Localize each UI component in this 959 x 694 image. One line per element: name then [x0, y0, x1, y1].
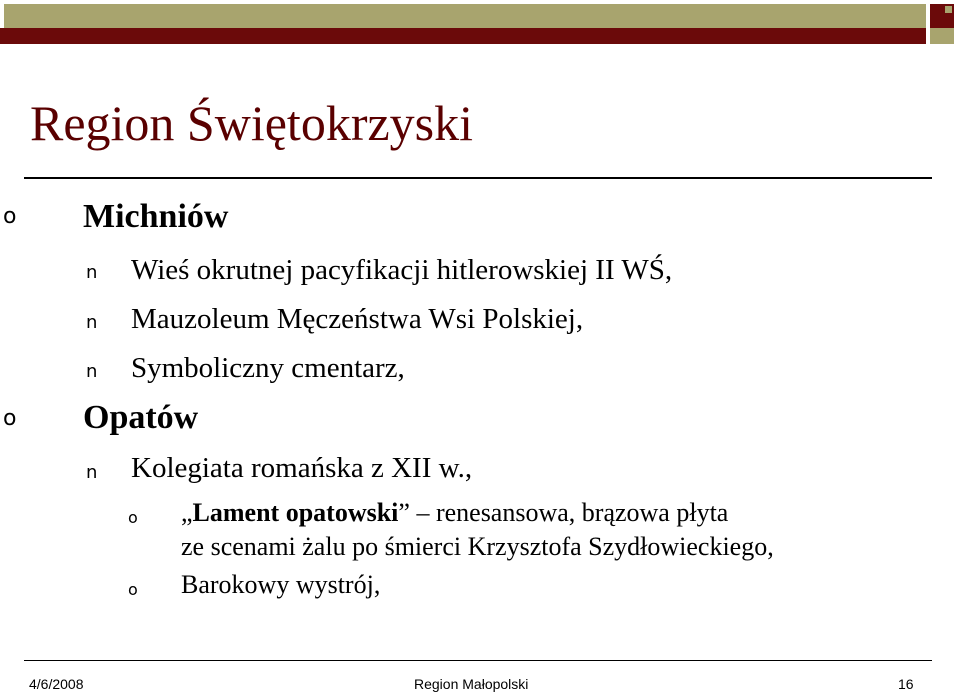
footer-page-number: 16 — [898, 676, 914, 692]
list-item: Kolegiata romańska z XII w., — [131, 452, 473, 484]
slide-title: Region Świętokrzyski — [30, 95, 474, 151]
bullet-marker: n — [86, 361, 98, 382]
bullet-marker: o — [128, 580, 138, 599]
footer-divider — [24, 660, 932, 661]
lament-emphasis: Lament opatowski — [192, 498, 399, 527]
list-item: Symboliczny cmentarz, — [131, 352, 405, 384]
bullet-marker: o — [3, 406, 17, 431]
list-item: Mauzoleum Męczeństwa Wsi Polskiej, — [131, 303, 584, 335]
title-divider — [24, 177, 932, 179]
olive-band — [4, 4, 926, 28]
sub-list-item-lament — [181, 498, 728, 528]
bullet-marker: o — [3, 204, 17, 229]
section-heading-michniow: Michniów — [83, 198, 229, 235]
footer-title: Region Małopolski — [414, 676, 529, 692]
lament-description-line1: – renesansowa, brązowa płyta — [409, 498, 729, 527]
corner-square-olive — [930, 28, 954, 44]
footer-date: 4/6/2008 — [29, 676, 84, 692]
bullet-marker: o — [128, 508, 138, 527]
lament-description-line2: ze scenami żalu po śmierci Krzysztofa Szydłowieckiego, — [181, 532, 774, 561]
bullet-marker: n — [86, 262, 98, 283]
bullet-marker: n — [86, 312, 98, 333]
section-heading-opatow: Opatów — [83, 399, 199, 436]
sub-list-item: Barokowy wystrój, — [181, 570, 381, 599]
maroon-band — [0, 28, 926, 44]
quote-close: ” — [398, 498, 410, 527]
top-decoration-bar — [0, 0, 959, 44]
bullet-marker: n — [86, 462, 98, 483]
corner-square-red — [930, 4, 954, 28]
quote-open: „ — [181, 498, 193, 527]
list-item: Wieś okrutnej pacyfikacji hitlerowskiej II WŚ, — [131, 254, 673, 286]
